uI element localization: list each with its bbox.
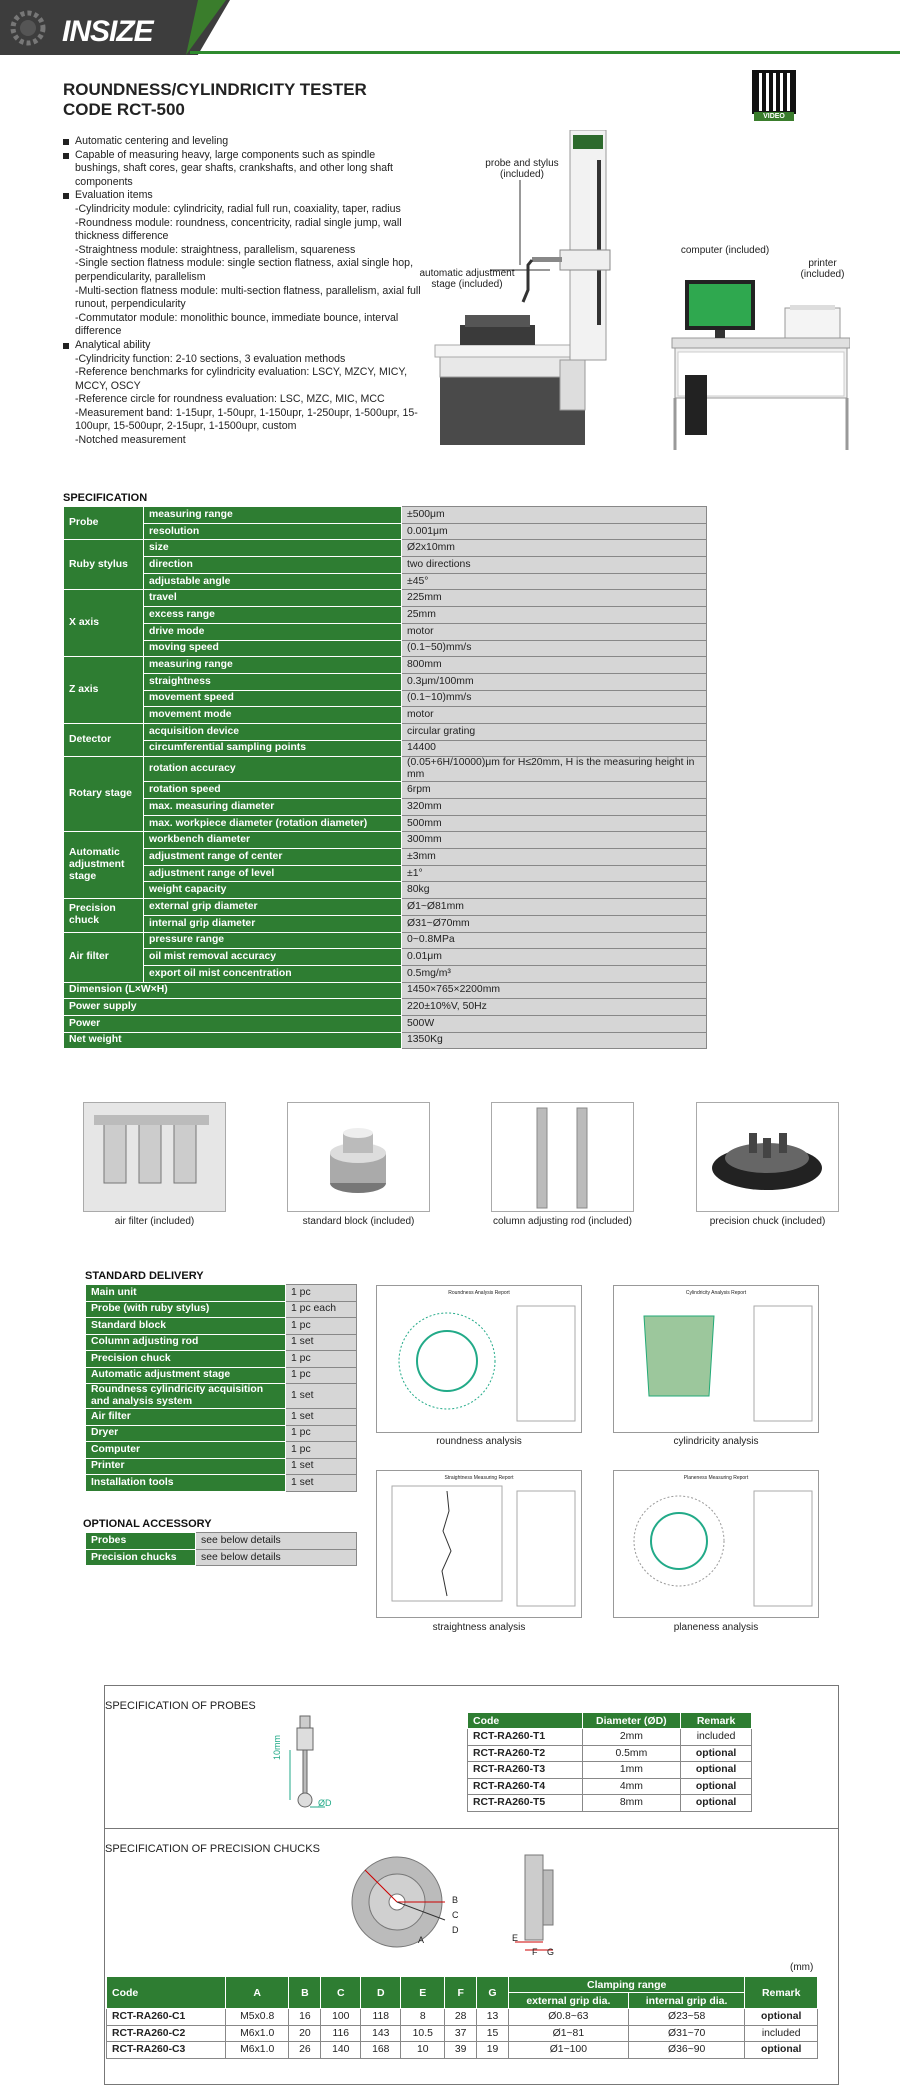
probe-cell: RCT-RA260-T3 (468, 1762, 583, 1779)
spec-row (64, 707, 707, 724)
spec-key: adjustment range of level (144, 865, 402, 882)
spec-key: measuring range (144, 657, 402, 674)
spec-row (64, 623, 707, 640)
delivery-item: Printer (86, 1458, 286, 1475)
air-filter-photo (83, 1102, 226, 1212)
spec-value: ±3mm (402, 849, 707, 866)
report-planeness-head: Planeness Measuring Report (683, 1475, 749, 1481)
spec-key: pressure range (144, 932, 402, 949)
chucks-table (106, 1976, 818, 2059)
feature-item: -Roundness module: roundness, concentricity, radial single jump, wall thickness difference (75, 216, 402, 243)
spec-value: motor (402, 623, 707, 640)
chuck-cell: optional (745, 2009, 818, 2026)
gear-icon (8, 8, 48, 48)
chuck-cell: included (745, 2025, 818, 2042)
delivery-row (86, 1384, 357, 1409)
spec-key: external grip diameter (144, 899, 402, 916)
delivery-qty: 1 pc (286, 1285, 357, 1302)
chuck-cell: 28 (445, 2009, 477, 2026)
qr-video-label: VIDEO (754, 112, 794, 121)
chuck-cell: optional (745, 2042, 818, 2059)
spec-value: ±1° (402, 865, 707, 882)
probes-head-cell: Remark (681, 1713, 752, 1729)
chuck-letter-b: B (452, 1895, 459, 1905)
spec-row (64, 573, 707, 590)
spec-key: movement speed (144, 690, 402, 707)
delivery-qty: 1 pc (286, 1442, 357, 1459)
spec-row (64, 1032, 707, 1049)
probes-head-row (468, 1713, 752, 1729)
probe-row (468, 1778, 752, 1795)
delivery-row (86, 1367, 357, 1384)
chuck-cell: 10 (401, 2042, 445, 2059)
spec-value: 0.001μm (402, 523, 707, 540)
delivery-item: Column adjusting rod (86, 1334, 286, 1351)
chuck-letter-f: F (532, 1947, 538, 1957)
spec-key: oil mist removal accuracy (144, 949, 402, 966)
chuck-cell: M6x1.0 (225, 2042, 289, 2059)
spec-key: size (144, 540, 402, 557)
spec-row (64, 557, 707, 574)
delivery-item: Roundness cylindricity acquisition and analysis system (86, 1384, 286, 1409)
delivery-item: Dryer (86, 1425, 286, 1442)
chucks-title: SPECIFICATION OF PRECISION CHUCKS (105, 1843, 320, 1855)
spec-category: Detector (64, 723, 144, 756)
feature-item: -Cylindricity module: cylindricity, radial full run, coaxiality, taper, radius (75, 202, 401, 215)
delivery-title: STANDARD DELIVERY (85, 1270, 204, 1282)
spec-value: motor (402, 707, 707, 724)
spec-key: export oil mist concentration (144, 965, 402, 982)
spec-row (64, 607, 707, 624)
delivery-qty: 1 pc (286, 1367, 357, 1384)
chucks-head-int: internal grip dia. (628, 1993, 745, 2009)
spec-row (64, 1015, 707, 1032)
feature-item: -Reference circle for roundness evaluation: LSC, MZC, MIC, MCC (75, 393, 385, 406)
probe-row (468, 1729, 752, 1746)
probes-table (467, 1712, 752, 1812)
optional-detail: see below details (196, 1549, 357, 1566)
spec-key: drive mode (144, 623, 402, 640)
spec-key: movement mode (144, 707, 402, 724)
spec-row (64, 540, 707, 557)
spec-row (64, 815, 707, 832)
chuck-front-drawing (345, 1850, 465, 1955)
caption-column-rod: column adjusting rod (included) (493, 1216, 632, 1227)
spec-value: 25mm (402, 607, 707, 624)
feature-item: -Single section flatness module: single section flatness, axial single hop, perpendicularity, parallelism (75, 257, 414, 283)
chucks-head-f: F (445, 1977, 477, 2009)
spec-row (64, 657, 707, 674)
caption-air-filter: air filter (included) (114, 1216, 195, 1227)
optional-item: Probes (86, 1533, 196, 1550)
probe-cell: 2mm (582, 1729, 681, 1746)
box-divider (104, 1828, 839, 1829)
delivery-row (86, 1458, 357, 1475)
spec-row (64, 799, 707, 816)
delivery-row (86, 1425, 357, 1442)
spec-value: 800mm (402, 657, 707, 674)
callout-probe: probe and stylus (included) (485, 158, 559, 180)
spec-value: 0.3μm/100mm (402, 673, 707, 690)
probe-dia-label: ØD (318, 1798, 332, 1808)
title-line-2: CODE RCT-500 (63, 100, 185, 119)
spec-value: 300mm (402, 832, 707, 849)
probe-cell: optional (681, 1795, 752, 1812)
chucks-head-g: G (477, 1977, 509, 2009)
spec-value: 14400 (402, 740, 707, 757)
spec-key: circumferential sampling points (144, 740, 402, 757)
chucks-head-e: E (401, 1977, 445, 2009)
chuck-letter-a: A (418, 1935, 425, 1945)
chuck-cell: 168 (361, 2042, 401, 2059)
spec-key: adjustable angle (144, 573, 402, 590)
probe-length-label: 10mm (272, 1734, 282, 1760)
spec-category: Z axis (64, 657, 144, 724)
chuck-cell: 143 (361, 2025, 401, 2042)
spec-value: 80kg (402, 882, 707, 899)
chuck-cell: 116 (321, 2025, 361, 2042)
spec-key: rotation speed (144, 782, 402, 799)
spec-value: 1350Kg (402, 1032, 707, 1049)
spec-key: Power supply (64, 999, 402, 1016)
report-straightness-head: Straightness Measuring Report (444, 1475, 514, 1481)
optional-row (86, 1549, 357, 1566)
spec-key: Power (64, 1015, 402, 1032)
spec-value: ±500μm (402, 507, 707, 524)
delivery-qty: 1 pc each (286, 1301, 357, 1318)
chuck-cell: Ø23~58 (628, 2009, 745, 2026)
caption-cylindricity: cylindricity analysis (673, 1436, 759, 1447)
probe-cell: RCT-RA260-T5 (468, 1795, 583, 1812)
spec-row (64, 507, 707, 524)
spec-value: Ø31~Ø70mm (402, 915, 707, 932)
delivery-row (86, 1475, 357, 1492)
spec-row (64, 982, 707, 999)
delivery-qty: 1 set (286, 1475, 357, 1492)
probe-cell: included (681, 1729, 752, 1746)
probes-title: SPECIFICATION OF PROBES (105, 1700, 256, 1712)
spec-category: Ruby stylus (64, 540, 144, 590)
delivery-qty: 1 set (286, 1334, 357, 1351)
spec-value: 225mm (402, 590, 707, 607)
spec-category: Probe (64, 507, 144, 540)
spec-value: 6rpm (402, 782, 707, 799)
callout-printer: printer (included) (800, 258, 845, 280)
delivery-row (86, 1285, 357, 1302)
spec-key: workbench diameter (144, 832, 402, 849)
caption-standard-block: standard block (included) (302, 1216, 415, 1227)
optional-table (85, 1532, 357, 1566)
spec-value: Ø2x10mm (402, 540, 707, 557)
delivery-qty: 1 pc (286, 1351, 357, 1368)
probe-row (468, 1795, 752, 1812)
probe-cell: optional (681, 1762, 752, 1779)
delivery-qty: 1 set (286, 1458, 357, 1475)
spec-row (64, 882, 707, 899)
chucks-head-code: Code (107, 1977, 226, 2009)
spec-key: rotation accuracy (144, 757, 402, 782)
chucks-head-a: A (225, 1977, 289, 2009)
spec-row (64, 932, 707, 949)
feature-item: Automatic centering and leveling (63, 135, 423, 149)
feature-item: Capable of measuring heavy, large components such as spindle bushings, shaft cores, gear shafts, crankshafts, and other long shaft components (63, 149, 423, 190)
delivery-row (86, 1334, 357, 1351)
probes-head-cell: Code (468, 1713, 583, 1729)
chucks-unit: (mm) (790, 1962, 814, 1973)
spec-row (64, 690, 707, 707)
probes-head-cell: Diameter (ØD) (582, 1713, 681, 1729)
spec-value: Ø1~Ø81mm (402, 899, 707, 916)
spec-key: internal grip diameter (144, 915, 402, 932)
optional-item: Precision chucks (86, 1549, 196, 1566)
spec-key: measuring range (144, 507, 402, 524)
spec-value: 320mm (402, 799, 707, 816)
spec-row (64, 782, 707, 799)
column-rod-photo (491, 1102, 634, 1212)
chuck-cell: 118 (361, 2009, 401, 2026)
probe-cell: 8mm (582, 1795, 681, 1812)
spec-row (64, 849, 707, 866)
chucks-head-clamp: Clamping range (508, 1977, 745, 1993)
delivery-qty: 1 pc (286, 1318, 357, 1335)
feature-item: Analytical ability (63, 339, 423, 353)
spec-value: 1450×765×2200mm (402, 982, 707, 999)
spec-row (64, 915, 707, 932)
chuck-cell: 19 (477, 2042, 509, 2059)
spec-value: 0.5mg/m³ (402, 965, 707, 982)
spec-value: 500W (402, 1015, 707, 1032)
spec-row (64, 899, 707, 916)
feature-item: -Reference benchmarks for cylindricity evaluation: LSCY, MZCY, MICY, MCCY, OSCY (75, 366, 408, 392)
chucks-head-c: C (321, 1977, 361, 2009)
feature-list (63, 135, 423, 448)
chuck-side-drawing (510, 1850, 570, 1955)
feature-item: -Measurement band: 1-15upr, 1-50upr, 1-150upr, 1-250upr, 1-500upr, 15-100upr, 15-500upr, 2-15upr, 1-1500upr, custom (75, 406, 418, 433)
page-title (63, 80, 367, 120)
spec-value: two directions (402, 557, 707, 574)
caption-precision-chuck: precision chuck (included) (709, 1216, 826, 1227)
spec-category: Air filter (64, 932, 144, 982)
chuck-cell: M6x1.0 (225, 2025, 289, 2042)
probe-cell: optional (681, 1778, 752, 1795)
delivery-table (85, 1284, 357, 1492)
chuck-cell: 16 (289, 2009, 321, 2026)
delivery-row (86, 1318, 357, 1335)
chuck-cell: 140 (321, 2042, 361, 2059)
delivery-row (86, 1351, 357, 1368)
spec-key: adjustment range of center (144, 849, 402, 866)
delivery-qty: 1 pc (286, 1425, 357, 1442)
delivery-row (86, 1442, 357, 1459)
chuck-letter-g: G (547, 1947, 555, 1957)
spec-row (64, 949, 707, 966)
chuck-row (107, 2042, 818, 2059)
probe-row (468, 1762, 752, 1779)
probe-cell: RCT-RA260-T2 (468, 1745, 583, 1762)
chuck-cell: 20 (289, 2025, 321, 2042)
probe-cell: optional (681, 1745, 752, 1762)
spec-row (64, 832, 707, 849)
report-cylindricity-head: Cylindricity Analysis Report (685, 1290, 747, 1296)
chuck-cell: Ø0.8~63 (508, 2009, 628, 2026)
chuck-cell: 100 (321, 2009, 361, 2026)
chuck-cell: 26 (289, 2042, 321, 2059)
spec-category: Precision chuck (64, 899, 144, 932)
feature-item: -Commutator module: monolithic bounce, immediate bounce, interval difference (75, 311, 399, 338)
spec-row (64, 523, 707, 540)
callout-lines (480, 155, 580, 275)
spec-category: Automatic adjustment stage (64, 832, 144, 899)
chuck-letter-d: D (452, 1925, 459, 1935)
brand-logo: INSIZE (62, 15, 153, 48)
spec-value: (0.1~10)mm/s (402, 690, 707, 707)
probe-cell: RCT-RA260-T1 (468, 1729, 583, 1746)
spec-row (64, 640, 707, 657)
chucks-head-remark: Remark (745, 1977, 818, 2009)
precision-chuck-photo (696, 1102, 839, 1212)
delivery-item: Precision chuck (86, 1351, 286, 1368)
spec-key: acquisition device (144, 723, 402, 740)
standard-block-photo (287, 1102, 430, 1212)
spec-row (64, 965, 707, 982)
caption-straightness: straightness analysis (432, 1622, 526, 1633)
optional-row (86, 1533, 357, 1550)
qr-code[interactable] (752, 70, 796, 114)
optional-title: OPTIONAL ACCESSORY (83, 1518, 212, 1530)
title-line-1: ROUNDNESS/CYLINDRICITY TESTER (63, 80, 367, 99)
report-planeness (613, 1470, 819, 1618)
caption-roundness: roundness analysis (436, 1436, 522, 1447)
chuck-cell: 15 (477, 2025, 509, 2042)
optional-detail: see below details (196, 1533, 357, 1550)
chuck-cell: 13 (477, 2009, 509, 2026)
delivery-item: Main unit (86, 1285, 286, 1302)
delivery-item: Installation tools (86, 1475, 286, 1492)
chuck-cell: RCT-RA260-C2 (107, 2025, 226, 2042)
chuck-row (107, 2025, 818, 2042)
spec-value: circular grating (402, 723, 707, 740)
chuck-cell: Ø31~70 (628, 2025, 745, 2042)
spec-value: 220±10%V, 50Hz (402, 999, 707, 1016)
spec-row (64, 865, 707, 882)
probe-cell: 1mm (582, 1762, 681, 1779)
spec-row (64, 999, 707, 1016)
chucks-head-ext: external grip dia. (508, 1993, 628, 2009)
chuck-letter-e: E (512, 1933, 519, 1943)
chuck-cell: 8 (401, 2009, 445, 2026)
delivery-row (86, 1409, 357, 1426)
probe-cell: RCT-RA260-T4 (468, 1778, 583, 1795)
report-cylindricity (613, 1285, 819, 1433)
chuck-cell: RCT-RA260-C1 (107, 2009, 226, 2026)
spec-key: Dimension (L×W×H) (64, 982, 402, 999)
callout-computer: computer (included) (680, 245, 770, 256)
chuck-cell: 37 (445, 2025, 477, 2042)
spec-key: weight capacity (144, 882, 402, 899)
feature-item: -Cylindricity function: 2-10 sections, 3 evaluation methods (75, 352, 346, 365)
delivery-item: Air filter (86, 1409, 286, 1426)
callout-stage: automatic adjustment stage (included) (419, 268, 515, 290)
spec-row (64, 673, 707, 690)
spec-value: ±45° (402, 573, 707, 590)
spec-value: 0~0.8MPa (402, 932, 707, 949)
spec-value: (0.05+6H/10000)μm for H≤20mm, H is the measuring height in mm (402, 757, 707, 782)
chucks-head-b: B (289, 1977, 321, 2009)
report-straightness (376, 1470, 582, 1618)
spec-value: (0.1~50)mm/s (402, 640, 707, 657)
spec-value: 500mm (402, 815, 707, 832)
spec-key: max. workpiece diameter (rotation diameter) (144, 815, 402, 832)
delivery-item: Probe (with ruby stylus) (86, 1301, 286, 1318)
report-roundness (376, 1285, 582, 1433)
spec-key: straightness (144, 673, 402, 690)
spec-key: moving speed (144, 640, 402, 657)
delivery-qty: 1 set (286, 1409, 357, 1426)
spec-key: direction (144, 557, 402, 574)
delivery-qty: 1 set (286, 1384, 357, 1409)
delivery-row (86, 1301, 357, 1318)
delivery-item: Standard block (86, 1318, 286, 1335)
probe-row (468, 1745, 752, 1762)
spec-key: max. measuring diameter (144, 799, 402, 816)
spec-row (64, 590, 707, 607)
chuck-cell: 10.5 (401, 2025, 445, 2042)
probe-cell: 4mm (582, 1778, 681, 1795)
spec-key: travel (144, 590, 402, 607)
spec-category: Rotary stage (64, 757, 144, 832)
chuck-cell: Ø36~90 (628, 2042, 745, 2059)
feature-item: Evaluation items (63, 189, 423, 203)
chuck-cell: M5x0.8 (225, 2009, 289, 2026)
chucks-head-d: D (361, 1977, 401, 2009)
chuck-cell: 39 (445, 2042, 477, 2059)
probe-cell: 0.5mm (582, 1745, 681, 1762)
spec-key: excess range (144, 607, 402, 624)
chuck-cell: RCT-RA260-C3 (107, 2042, 226, 2059)
spec-category: X axis (64, 590, 144, 657)
spec-row (64, 757, 707, 782)
feature-item: -Notched measurement (75, 434, 186, 447)
delivery-item: Automatic adjustment stage (86, 1367, 286, 1384)
spec-table (63, 506, 707, 1049)
spec-title: SPECIFICATION (63, 492, 148, 504)
chuck-cell: Ø1~81 (508, 2025, 628, 2042)
chuck-letter-c: C (452, 1910, 459, 1920)
spec-value: 0.01μm (402, 949, 707, 966)
feature-item: -Straightness module: straightness, parallelism, squareness (75, 243, 356, 256)
caption-planeness: planeness analysis (673, 1622, 759, 1633)
spec-key: Net weight (64, 1032, 402, 1049)
spec-row (64, 723, 707, 740)
chuck-cell: Ø1~100 (508, 2042, 628, 2059)
machine-illustration (410, 130, 850, 460)
report-roundness-head: Roundness Analysis Report (448, 1290, 510, 1296)
chuck-row (107, 2009, 818, 2026)
delivery-item: Computer (86, 1442, 286, 1459)
header-line (190, 51, 900, 54)
feature-item: -Multi-section flatness module: multi-section flatness, parallelism, axial full runout, perpendicularity (75, 284, 421, 311)
spec-key: resolution (144, 523, 402, 540)
spec-row (64, 740, 707, 757)
